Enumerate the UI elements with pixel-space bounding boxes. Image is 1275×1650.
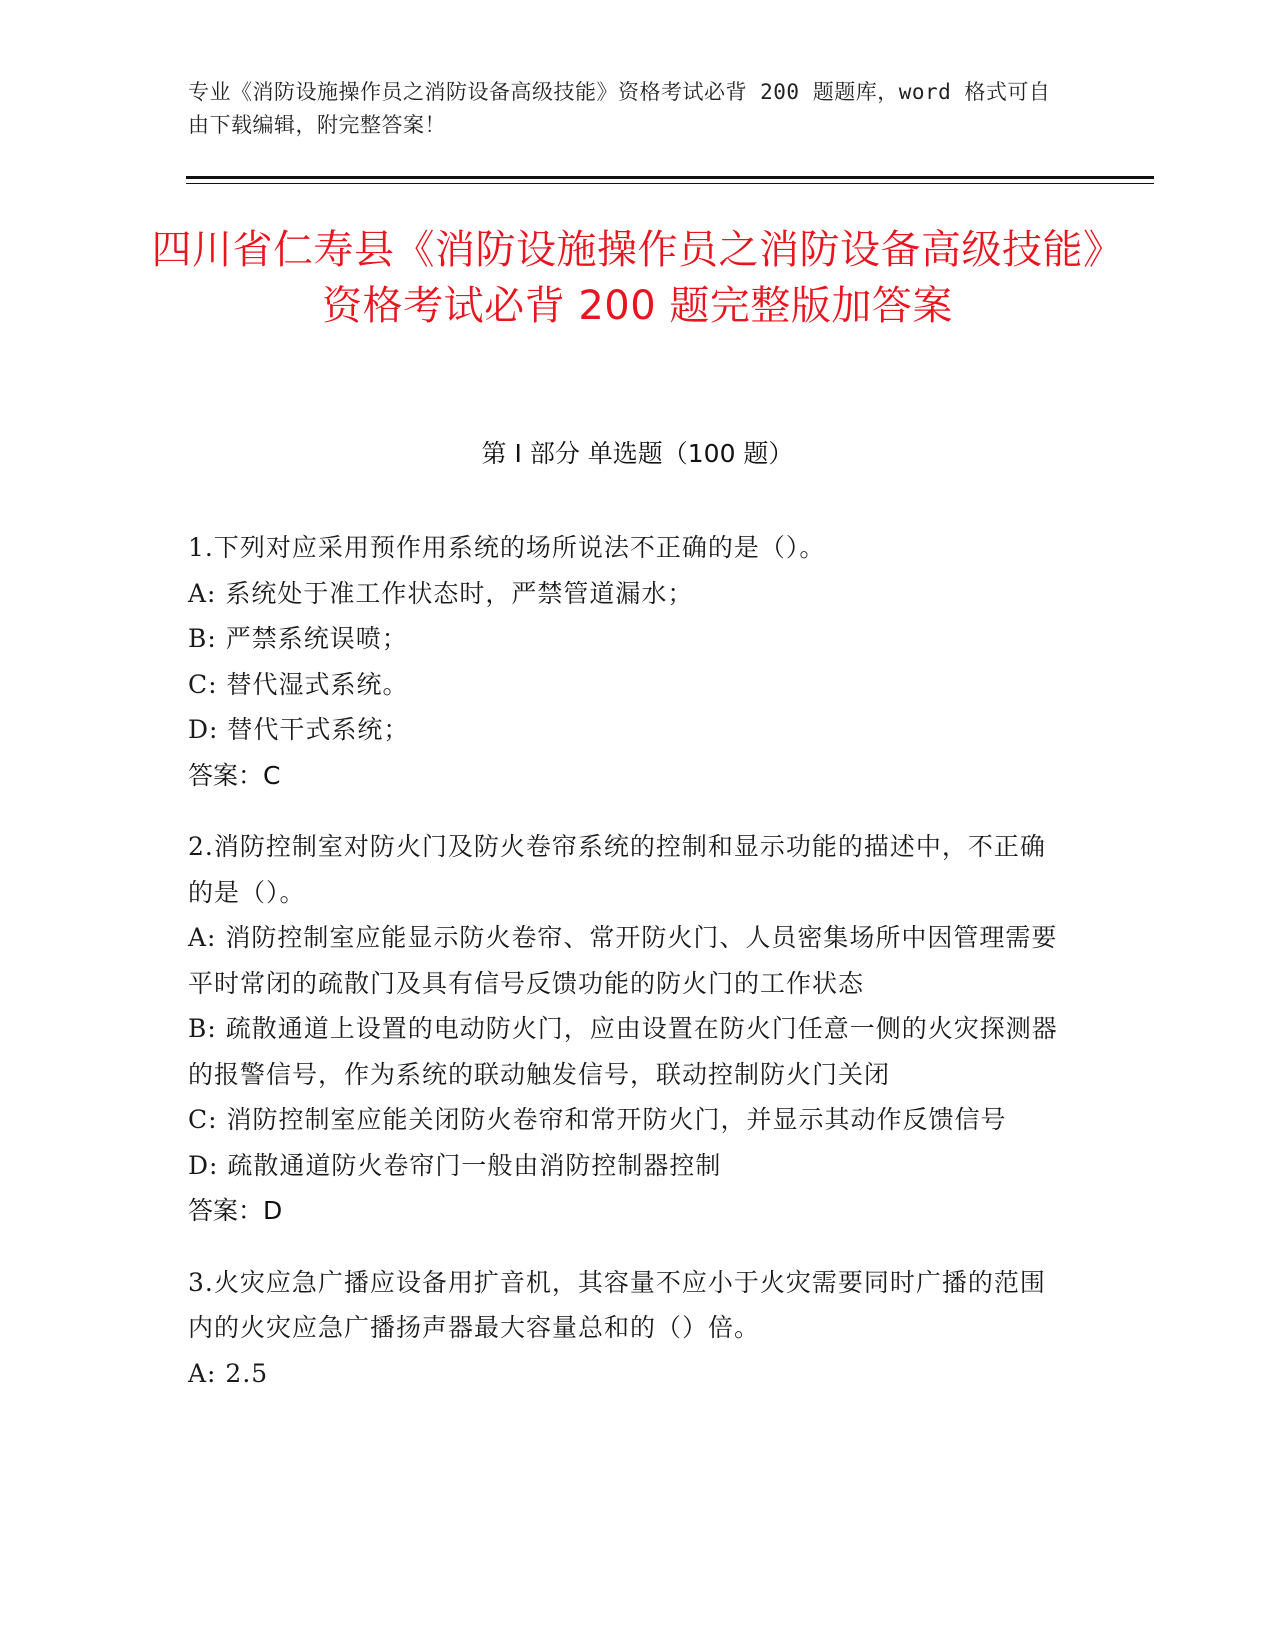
option-a: A: 2.5	[188, 1358, 269, 1388]
header-rule-thin	[186, 183, 1154, 184]
question-stem: 3.火灾应急广播应设备用扩音机，其容量不应小于火灾需要同时广播的范围内的火灾应急广播扬声器最大容量总和的（）倍。	[188, 1267, 1046, 1342]
header-rule-thick	[186, 176, 1154, 179]
answer-line: 答案：D	[188, 1196, 283, 1225]
option-c: C: 替代湿式系统。	[188, 669, 409, 699]
question-list	[188, 525, 1068, 1422]
question-stem: 2.消防控制室对防火门及防火卷帘系统的控制和显示功能的描述中，不正确的是（）。	[188, 832, 1046, 907]
header-note: 专业《消防设施操作员之消防设备高级技能》资格考试必背 200 题题库，word 格式可自由下载编辑，附完整答案！	[188, 80, 1051, 137]
answer-line: 答案：C	[188, 760, 281, 790]
option-d: D: 疏散通道防火卷帘门一般由消防控制器控制	[188, 1150, 722, 1180]
option-d: D: 替代干式系统；	[188, 715, 410, 744]
question-3	[188, 1260, 1068, 1397]
section-title: 第 I 部分 单选题（100 题）	[481, 439, 794, 468]
question-stem: 1.下列对应采用预作用系统的场所说法不正确的是（）。	[188, 533, 826, 562]
option-b: B: 疏散通道上设置的电动防火门，应由设置在防火门任意一侧的火灾探测器的报警信号，作为系统的联动触发信号，联动控制防火门关闭	[188, 1014, 1058, 1089]
question-1	[188, 525, 1068, 798]
option-a: A: 系统处于准工作状态时，严禁管道漏水；	[188, 578, 694, 608]
question-2	[188, 824, 1068, 1234]
option-c: C: 消防控制室应能关闭防火卷帘和常开防火门，并显示其动作反馈信号	[188, 1105, 1007, 1134]
option-a: A: 消防控制室应能显示防火卷帘、常开防火门、人员密集场所中因管理需要平时常闭的疏散门及具有信号反馈功能的防火门的工作状态	[188, 923, 1058, 998]
document-title: 四川省仁寿县《消防设施操作员之消防设备高级技能》资格考试必背 200 题完整版加答案	[151, 227, 1124, 329]
option-b: B: 严禁系统误喷；	[188, 624, 408, 653]
